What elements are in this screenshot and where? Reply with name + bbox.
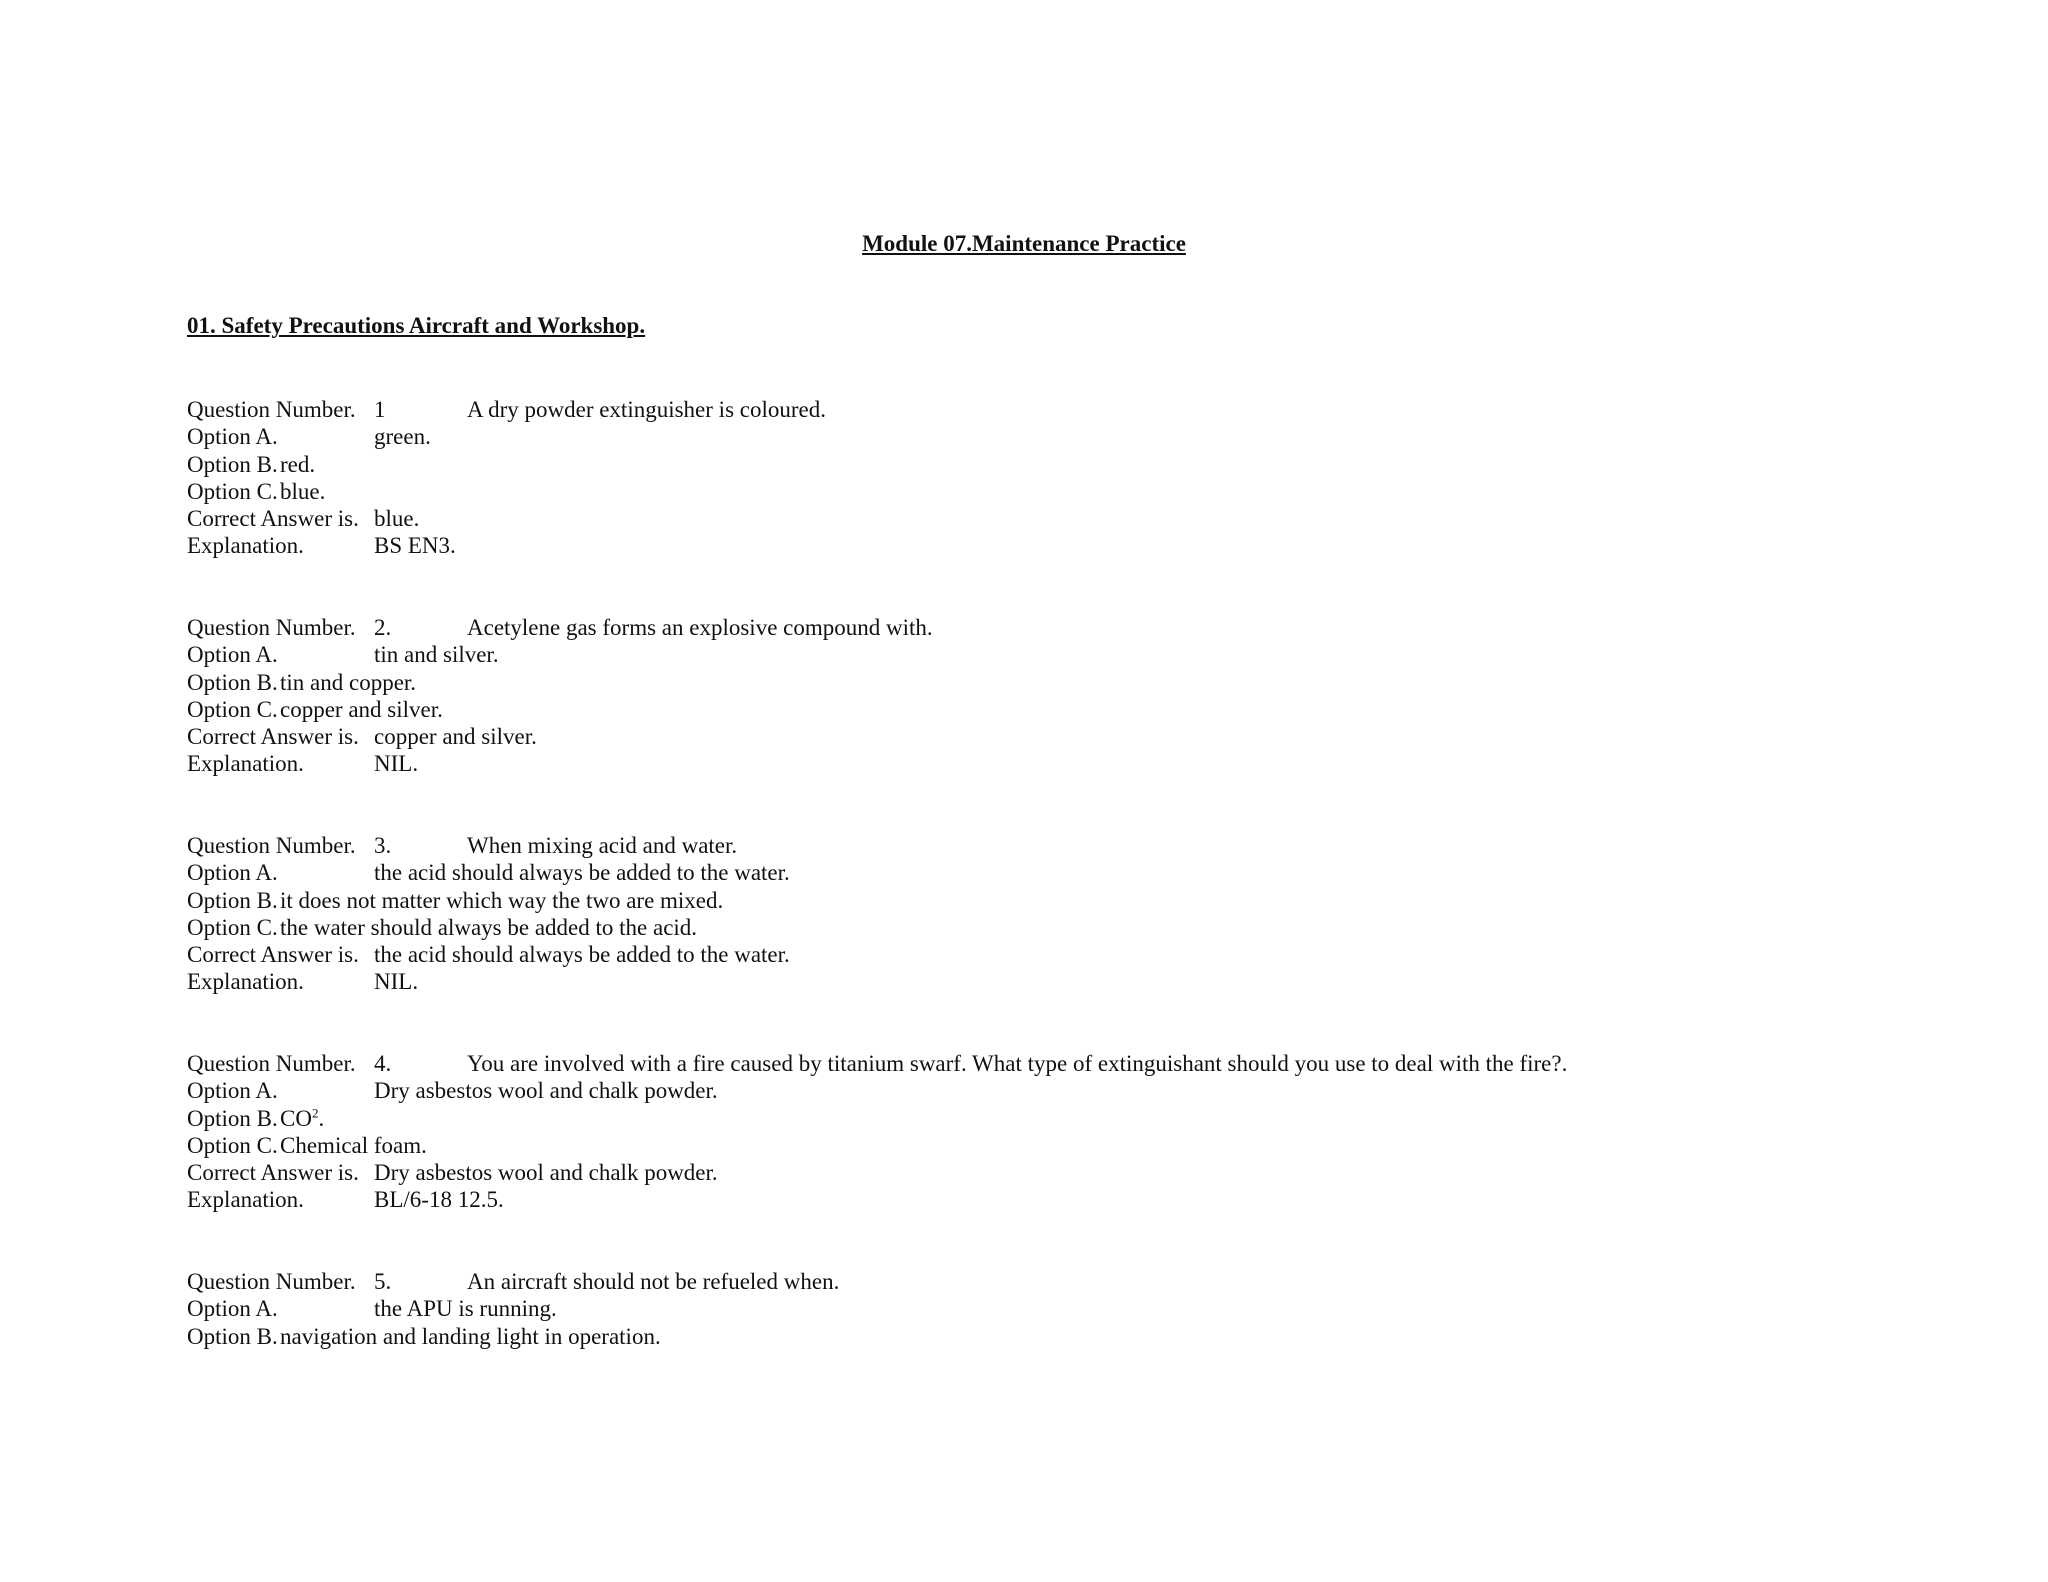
- option-a-line: [187, 423, 2007, 450]
- option-b-formula: CO: [280, 1105, 312, 1131]
- option-b-line: [187, 1323, 2007, 1350]
- option-c-label: Option C.: [187, 914, 278, 940]
- option-c-label: Option C.: [187, 478, 278, 504]
- option-b-text: [280, 1105, 324, 1132]
- question-block: [187, 1050, 2007, 1214]
- question-number: 5.: [374, 1269, 392, 1294]
- option-c-label: Option C.: [187, 1132, 278, 1158]
- correct-answer-line: [187, 941, 2007, 968]
- explanation-label: Explanation.: [187, 969, 304, 995]
- explanation-text: NIL.: [374, 751, 419, 777]
- explanation-line: [187, 750, 2007, 777]
- question-number-label: Question Number.: [187, 615, 356, 640]
- correct-answer-label: Correct Answer is.: [187, 724, 359, 750]
- question-line: [187, 1050, 2007, 1077]
- correct-answer-text: copper and silver.: [374, 724, 537, 750]
- correct-answer-label: Correct Answer is.: [187, 1160, 359, 1186]
- question-number: 2.: [374, 615, 392, 640]
- question-number-label: Question Number.: [187, 1051, 356, 1076]
- option-a-text: the APU is running.: [374, 1296, 557, 1322]
- option-a-label: Option A.: [187, 860, 278, 886]
- option-c-text: copper and silver.: [280, 696, 443, 722]
- question-number-label: Question Number.: [187, 1269, 356, 1294]
- question-block: [187, 614, 2007, 778]
- correct-answer-line: [187, 1159, 2007, 1186]
- option-b-text: tin and copper.: [280, 669, 417, 695]
- question-text: When mixing acid and water.: [467, 833, 738, 858]
- option-b-line: [187, 1105, 2007, 1132]
- question-number-label: Question Number.: [187, 397, 356, 422]
- option-b-text: navigation and landing light in operation.: [280, 1323, 661, 1349]
- option-b-label: Option B.: [187, 669, 278, 695]
- option-b-text: it does not matter which way the two are mixed.: [280, 887, 724, 913]
- correct-answer-line: [187, 505, 2007, 532]
- correct-answer-label: Correct Answer is.: [187, 506, 359, 532]
- option-a-label: Option A.: [187, 424, 278, 450]
- question-block: [187, 1268, 2007, 1350]
- section-title: 01. Safety Precautions Aircraft and Workshop.: [187, 313, 646, 338]
- option-a-text: the acid should always be added to the water.: [374, 860, 790, 886]
- option-a-text: tin and silver.: [374, 642, 499, 668]
- option-c-line: [187, 914, 2007, 941]
- option-b-label: Option B.: [187, 1105, 278, 1131]
- correct-answer-label: Correct Answer is.: [187, 942, 359, 968]
- explanation-text: BS EN3.: [374, 533, 456, 559]
- option-a-line: [187, 1295, 2007, 1322]
- question-number: 1: [374, 397, 386, 422]
- option-c-line: [187, 696, 2007, 723]
- question-block: [187, 832, 2007, 996]
- explanation-line: [187, 968, 2007, 995]
- explanation-line: [187, 532, 2007, 559]
- option-b-line: [187, 451, 2007, 478]
- option-c-text: blue.: [280, 478, 326, 504]
- question-line: [187, 396, 2007, 423]
- correct-answer-text: the acid should always be added to the water.: [374, 942, 790, 968]
- explanation-label: Explanation.: [187, 751, 304, 777]
- explanation-line: [187, 1186, 2007, 1213]
- option-a-label: Option A.: [187, 1078, 278, 1104]
- option-a-label: Option A.: [187, 642, 278, 668]
- option-b-line: [187, 669, 2007, 696]
- option-a-text: Dry asbestos wool and chalk powder.: [374, 1078, 718, 1104]
- explanation-text: BL/6-18 12.5.: [374, 1187, 504, 1213]
- document-title: Module 07.Maintenance Practice: [862, 231, 1186, 256]
- option-c-label: Option C.: [187, 696, 278, 722]
- question-text: You are involved with a fire caused by titanium swarf. What type of extinguishant should you use to deal with the fire?.: [467, 1051, 1568, 1076]
- option-c-text: Chemical foam.: [280, 1132, 427, 1158]
- question-text: Acetylene gas forms an explosive compound with.: [467, 615, 933, 640]
- option-b-subscript: 2: [311, 1104, 319, 1120]
- question-text: A dry powder extinguisher is coloured.: [467, 397, 826, 422]
- explanation-label: Explanation.: [187, 533, 304, 559]
- correct-answer-text: blue.: [374, 506, 420, 532]
- option-a-line: [187, 1077, 2007, 1104]
- explanation-label: Explanation.: [187, 1187, 304, 1213]
- question-number: 3.: [374, 833, 392, 858]
- question-line: [187, 1268, 2007, 1295]
- option-a-text: green.: [374, 424, 431, 450]
- question-line: [187, 832, 2007, 859]
- option-b-label: Option B.: [187, 451, 278, 477]
- option-b-period: .: [318, 1105, 325, 1131]
- correct-answer-text: Dry asbestos wool and chalk powder.: [374, 1160, 718, 1186]
- question-number-label: Question Number.: [187, 833, 356, 858]
- option-a-line: [187, 859, 2007, 886]
- option-c-text: the water should always be added to the acid.: [280, 914, 698, 940]
- option-a-label: Option A.: [187, 1296, 278, 1322]
- correct-answer-line: [187, 723, 2007, 750]
- option-b-label: Option B.: [187, 1323, 278, 1349]
- option-b-text: red.: [280, 451, 316, 477]
- option-a-line: [187, 641, 2007, 668]
- question-text: An aircraft should not be refueled when.: [467, 1269, 840, 1294]
- option-b-line: [187, 887, 2007, 914]
- question-block: [187, 396, 2007, 560]
- explanation-text: NIL.: [374, 969, 419, 995]
- option-c-line: [187, 1132, 2007, 1159]
- option-c-line: [187, 478, 2007, 505]
- question-number: 4.: [374, 1051, 392, 1076]
- question-line: [187, 614, 2007, 641]
- option-b-label: Option B.: [187, 887, 278, 913]
